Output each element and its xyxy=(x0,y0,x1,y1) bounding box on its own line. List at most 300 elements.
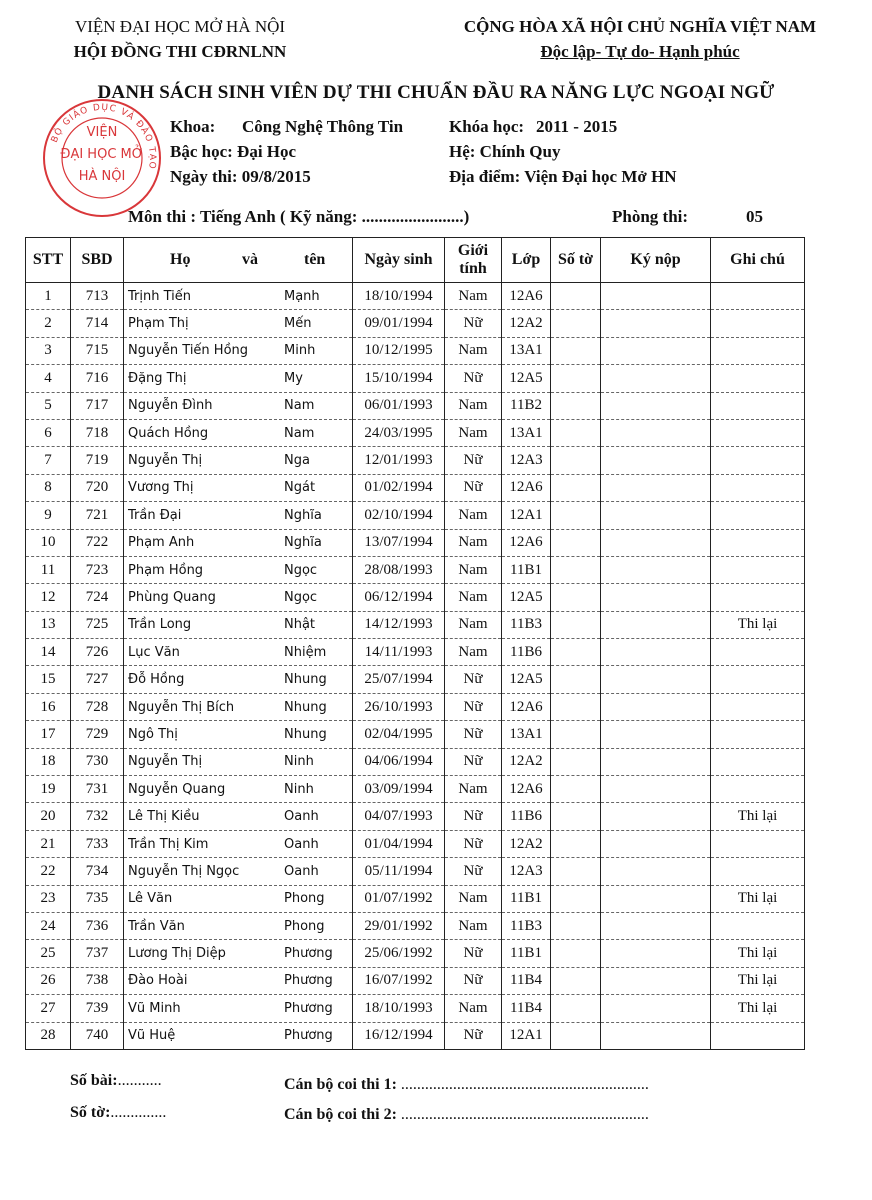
institution-name: VIỆN ĐẠI HỌC MỞ HÀ NỘI xyxy=(74,17,286,36)
row-stt: 5 xyxy=(26,392,71,419)
row-given-name: Nam xyxy=(284,398,315,414)
row-sbd: 725 xyxy=(71,611,124,638)
exam-room-label: Phòng thi: xyxy=(612,207,689,226)
row-class: 12A2 xyxy=(502,748,551,775)
row-signature xyxy=(601,967,711,994)
row-sbd: 735 xyxy=(71,885,124,912)
row-surname: Ngô Thị xyxy=(128,726,178,742)
row-signature xyxy=(601,365,711,392)
row-gender: Nữ xyxy=(445,803,502,830)
row-class: 13A1 xyxy=(502,419,551,446)
row-notes xyxy=(711,502,805,529)
row-notes xyxy=(711,283,805,310)
row-given-name: Nhung xyxy=(284,726,327,742)
row-gender: Nam xyxy=(445,912,502,939)
row-sheets xyxy=(551,419,601,446)
row-class: 13A1 xyxy=(502,337,551,364)
row-birthdate: 14/12/1993 xyxy=(353,611,445,638)
table-row xyxy=(26,556,805,583)
row-birthdate: 01/02/1994 xyxy=(353,474,445,501)
row-sheets xyxy=(551,639,601,666)
row-sbd: 728 xyxy=(71,693,124,720)
motto: Độc lập- Tự do- Hạnh phúc xyxy=(540,42,740,61)
row-sheets xyxy=(551,885,601,912)
stamp-ring-text: BỘ GIÁO DỤC VÀ ĐÀO TẠO xyxy=(49,102,158,171)
stamp-seal-icon xyxy=(40,96,164,220)
row-fullname xyxy=(124,967,353,994)
row-notes: Thi lại xyxy=(711,803,805,830)
col-fullname-ho: Họ xyxy=(170,251,191,268)
row-given-name: Phong xyxy=(284,918,325,934)
row-fullname xyxy=(124,283,353,310)
row-given-name: Nga xyxy=(284,453,310,469)
row-surname: Nguyễn Thị Bích xyxy=(128,699,235,715)
table-row xyxy=(26,967,805,994)
row-signature xyxy=(601,474,711,501)
row-surname: Nguyễn Tiến Hồng xyxy=(128,343,249,359)
proctor-1-label: Cán bộ coi thi 1: xyxy=(284,1076,397,1093)
row-gender: Nữ xyxy=(445,474,502,501)
row-gender: Nam xyxy=(445,885,502,912)
table-row xyxy=(26,748,805,775)
row-sheets xyxy=(551,967,601,994)
row-signature xyxy=(601,556,711,583)
row-stt: 25 xyxy=(26,940,71,967)
row-stt: 22 xyxy=(26,858,71,885)
row-given-name: Phương xyxy=(284,1028,333,1044)
row-sheets xyxy=(551,365,601,392)
row-gender: Nam xyxy=(445,337,502,364)
row-class: 12A6 xyxy=(502,474,551,501)
row-birthdate: 24/03/1995 xyxy=(353,419,445,446)
row-notes xyxy=(711,337,805,364)
row-sbd: 721 xyxy=(71,502,124,529)
row-surname: Trịnh Tiến xyxy=(128,288,191,304)
row-gender: Nữ xyxy=(445,447,502,474)
row-gender: Nam xyxy=(445,611,502,638)
row-fullname xyxy=(124,912,353,939)
row-notes xyxy=(711,529,805,556)
row-notes xyxy=(711,912,805,939)
republic-name: CỘNG HÒA XÃ HỘI CHỦ NGHĨA VIỆT NAM xyxy=(463,17,817,36)
row-signature xyxy=(601,1022,711,1049)
table-row xyxy=(26,419,805,446)
row-given-name: Nam xyxy=(284,425,315,441)
table-row xyxy=(26,693,805,720)
row-fullname xyxy=(124,830,353,857)
row-birthdate: 13/07/1994 xyxy=(353,529,445,556)
row-sbd: 730 xyxy=(71,748,124,775)
row-fullname xyxy=(124,419,353,446)
table-header-row xyxy=(26,238,805,283)
row-stt: 14 xyxy=(26,639,71,666)
row-fullname xyxy=(124,447,353,474)
row-stt: 27 xyxy=(26,995,71,1022)
col-birthdate: Ngày sinh xyxy=(353,238,445,283)
row-surname: Đào Hoài xyxy=(128,973,188,989)
row-sheets xyxy=(551,748,601,775)
row-sheets xyxy=(551,337,601,364)
table-row xyxy=(26,885,805,912)
row-sheets xyxy=(551,310,601,337)
row-birthdate: 10/12/1995 xyxy=(353,337,445,364)
row-stt: 15 xyxy=(26,666,71,693)
row-surname: Lương Thị Diệp xyxy=(128,946,226,962)
row-surname: Phạm Anh xyxy=(128,535,195,551)
row-sbd: 719 xyxy=(71,447,124,474)
row-sheets xyxy=(551,502,601,529)
row-signature xyxy=(601,283,711,310)
row-signature xyxy=(601,721,711,748)
row-sbd: 738 xyxy=(71,967,124,994)
row-class: 11B1 xyxy=(502,940,551,967)
row-sbd: 727 xyxy=(71,666,124,693)
row-fullname xyxy=(124,885,353,912)
row-sheets xyxy=(551,830,601,857)
row-sbd: 733 xyxy=(71,830,124,857)
row-birthdate: 05/11/1994 xyxy=(353,858,445,885)
table-row xyxy=(26,529,805,556)
row-surname: Phùng Quang xyxy=(128,589,216,605)
row-sbd: 740 xyxy=(71,1022,124,1049)
row-notes xyxy=(711,1022,805,1049)
row-notes xyxy=(711,748,805,775)
row-fullname xyxy=(124,748,353,775)
row-stt: 28 xyxy=(26,1022,71,1049)
row-sbd: 714 xyxy=(71,310,124,337)
row-sheets xyxy=(551,283,601,310)
row-notes: Thi lại xyxy=(711,611,805,638)
row-birthdate: 12/01/1993 xyxy=(353,447,445,474)
row-stt: 12 xyxy=(26,584,71,611)
row-sbd: 724 xyxy=(71,584,124,611)
row-surname: Phạm Thị xyxy=(128,316,189,332)
row-class: 12A3 xyxy=(502,447,551,474)
course-years-label: Khóa học: xyxy=(449,117,525,136)
row-sheets xyxy=(551,447,601,474)
row-fullname xyxy=(124,666,353,693)
row-class: 11B2 xyxy=(502,392,551,419)
row-notes xyxy=(711,365,805,392)
row-class: 12A2 xyxy=(502,830,551,857)
col-gender-line2: tính xyxy=(459,260,487,277)
proctor-2 xyxy=(284,1106,649,1124)
row-class: 12A6 xyxy=(502,693,551,720)
proctor-2-dots: .............................................................. xyxy=(400,1106,649,1123)
row-surname: Phạm Hồng xyxy=(128,562,204,578)
row-stt: 8 xyxy=(26,474,71,501)
row-sheets xyxy=(551,912,601,939)
official-stamp xyxy=(40,96,164,220)
row-birthdate: 29/01/1992 xyxy=(353,912,445,939)
row-gender: Nữ xyxy=(445,310,502,337)
row-birthdate: 09/01/1994 xyxy=(353,310,445,337)
row-class: 13A1 xyxy=(502,721,551,748)
row-notes xyxy=(711,776,805,803)
row-given-name: Phương xyxy=(284,1000,333,1016)
row-signature xyxy=(601,392,711,419)
row-sbd: 720 xyxy=(71,474,124,501)
table-row xyxy=(26,940,805,967)
row-sbd: 722 xyxy=(71,529,124,556)
proctor-1 xyxy=(284,1076,649,1094)
row-fullname xyxy=(124,556,353,583)
row-birthdate: 16/07/1992 xyxy=(353,967,445,994)
row-fullname xyxy=(124,940,353,967)
row-class: 11B6 xyxy=(502,803,551,830)
education-level: Bậc học: Đại Học xyxy=(170,142,297,161)
row-gender: Nam xyxy=(445,639,502,666)
row-notes xyxy=(711,693,805,720)
row-given-name: Mạnh xyxy=(284,288,320,304)
sheet-count-dots: .............. xyxy=(110,1104,167,1121)
row-gender: Nam xyxy=(445,556,502,583)
row-class: 12A2 xyxy=(502,310,551,337)
row-gender: Nữ xyxy=(445,1022,502,1049)
row-birthdate: 06/01/1993 xyxy=(353,392,445,419)
row-class: 11B4 xyxy=(502,967,551,994)
row-class: 11B3 xyxy=(502,912,551,939)
row-class: 11B6 xyxy=(502,639,551,666)
table-row xyxy=(26,639,805,666)
row-stt: 18 xyxy=(26,748,71,775)
row-surname: Vũ Huệ xyxy=(128,1028,176,1044)
row-surname: Quách Hồng xyxy=(128,425,209,441)
row-birthdate: 04/07/1993 xyxy=(353,803,445,830)
row-stt: 17 xyxy=(26,721,71,748)
row-class: 11B4 xyxy=(502,995,551,1022)
row-stt: 20 xyxy=(26,803,71,830)
col-fullname-va: và xyxy=(242,251,258,268)
program-type: Hệ: Chính Quy xyxy=(449,142,561,161)
stamp-line2: ĐẠI HỌC MỞ xyxy=(60,147,144,162)
row-gender: Nam xyxy=(445,392,502,419)
row-notes: Thi lại xyxy=(711,995,805,1022)
stamp-line3: HÀ NỘI xyxy=(78,169,126,184)
row-gender: Nữ xyxy=(445,721,502,748)
row-sbd: 737 xyxy=(71,940,124,967)
row-signature xyxy=(601,447,711,474)
row-gender: Nữ xyxy=(445,940,502,967)
exam-council-name: HỘI ĐỒNG THI CĐRNLNN xyxy=(73,42,287,61)
row-birthdate: 15/10/1994 xyxy=(353,365,445,392)
row-given-name: Phong xyxy=(284,891,325,907)
row-class: 12A6 xyxy=(502,529,551,556)
row-stt: 1 xyxy=(26,283,71,310)
row-signature xyxy=(601,748,711,775)
row-stt: 10 xyxy=(26,529,71,556)
row-birthdate: 01/04/1994 xyxy=(353,830,445,857)
row-fullname xyxy=(124,858,353,885)
row-gender: Nữ xyxy=(445,830,502,857)
row-surname: Trần Thị Kim xyxy=(128,836,209,852)
row-signature xyxy=(601,776,711,803)
row-class: 12A5 xyxy=(502,584,551,611)
table-row xyxy=(26,666,805,693)
col-signature: Ký nộp xyxy=(601,238,711,283)
row-given-name: Ninh xyxy=(284,781,314,797)
row-sbd: 736 xyxy=(71,912,124,939)
row-stt: 19 xyxy=(26,776,71,803)
institution-header xyxy=(30,14,330,64)
col-gender xyxy=(445,238,502,283)
row-surname: Lê Thị Kiều xyxy=(128,809,200,825)
row-sheets xyxy=(551,474,601,501)
row-given-name: Ngọc xyxy=(284,589,318,605)
row-gender: Nam xyxy=(445,995,502,1022)
row-stt: 11 xyxy=(26,556,71,583)
proctor-1-dots: .............................................................. xyxy=(400,1076,649,1093)
row-sbd: 716 xyxy=(71,365,124,392)
exam-subject: Môn thi : Tiếng Anh ( Kỹ năng: ........................) xyxy=(128,207,470,226)
row-sheets xyxy=(551,611,601,638)
row-birthdate: 18/10/1994 xyxy=(353,283,445,310)
row-sheets xyxy=(551,556,601,583)
row-birthdate: 06/12/1994 xyxy=(353,584,445,611)
row-sbd: 731 xyxy=(71,776,124,803)
row-fullname xyxy=(124,310,353,337)
row-stt: 13 xyxy=(26,611,71,638)
row-gender: Nam xyxy=(445,584,502,611)
row-birthdate: 25/06/1992 xyxy=(353,940,445,967)
row-stt: 3 xyxy=(26,337,71,364)
row-given-name: Nghĩa xyxy=(284,535,322,551)
row-birthdate: 26/10/1993 xyxy=(353,693,445,720)
exam-room-value: 05 xyxy=(746,207,763,226)
row-signature xyxy=(601,940,711,967)
row-class: 11B1 xyxy=(502,885,551,912)
row-given-name: Nhung xyxy=(284,672,327,688)
row-fullname xyxy=(124,776,353,803)
row-sheets xyxy=(551,529,601,556)
row-stt: 9 xyxy=(26,502,71,529)
row-birthdate: 02/10/1994 xyxy=(353,502,445,529)
faculty-value: Công Nghệ Thông Tin xyxy=(242,117,404,136)
row-fullname xyxy=(124,639,353,666)
row-surname: Trần Đại xyxy=(128,507,182,523)
table-row xyxy=(26,830,805,857)
row-class: 11B1 xyxy=(502,556,551,583)
row-sheets xyxy=(551,858,601,885)
row-gender: Nữ xyxy=(445,365,502,392)
row-notes: Thi lại xyxy=(711,967,805,994)
row-fullname xyxy=(124,803,353,830)
row-given-name: Oanh xyxy=(284,836,319,852)
row-gender: Nam xyxy=(445,776,502,803)
stamp-line1: VIỆN xyxy=(86,125,118,140)
national-motto-header xyxy=(440,14,840,64)
row-sheets xyxy=(551,584,601,611)
row-sbd: 734 xyxy=(71,858,124,885)
row-fullname xyxy=(124,995,353,1022)
row-given-name: Oanh xyxy=(284,809,319,825)
row-signature xyxy=(601,666,711,693)
row-stt: 4 xyxy=(26,365,71,392)
col-fullname-ten: tên xyxy=(304,251,326,268)
row-signature xyxy=(601,337,711,364)
row-birthdate: 28/08/1993 xyxy=(353,556,445,583)
row-surname: Nguyễn Thị xyxy=(128,453,203,469)
row-notes xyxy=(711,858,805,885)
row-birthdate: 25/07/1994 xyxy=(353,666,445,693)
col-stt: STT xyxy=(26,238,71,283)
row-gender: Nữ xyxy=(445,748,502,775)
row-sheets xyxy=(551,803,601,830)
paper-count-label: Số bài: xyxy=(70,1072,118,1089)
table-row xyxy=(26,310,805,337)
table-row xyxy=(26,584,805,611)
row-given-name: Mến xyxy=(284,316,312,332)
row-gender: Nam xyxy=(445,283,502,310)
row-notes xyxy=(711,392,805,419)
table-row xyxy=(26,721,805,748)
row-sheets xyxy=(551,693,601,720)
row-notes xyxy=(711,721,805,748)
row-notes: Thi lại xyxy=(711,940,805,967)
row-surname: Vũ Minh xyxy=(128,1000,181,1016)
table-row xyxy=(26,912,805,939)
row-sbd: 717 xyxy=(71,392,124,419)
row-surname: Nguyễn Quang xyxy=(128,781,226,797)
row-fullname xyxy=(124,611,353,638)
row-surname: Đỗ Hồng xyxy=(128,672,185,688)
row-surname: Lê Văn xyxy=(128,891,173,907)
row-notes xyxy=(711,639,805,666)
row-given-name: Ninh xyxy=(284,754,314,770)
row-fullname xyxy=(124,693,353,720)
row-surname: Trần Văn xyxy=(128,918,185,934)
row-fullname xyxy=(124,337,353,364)
row-signature xyxy=(601,912,711,939)
table-row xyxy=(26,1022,805,1049)
row-notes xyxy=(711,447,805,474)
table-row xyxy=(26,392,805,419)
row-gender: Nữ xyxy=(445,693,502,720)
row-signature xyxy=(601,584,711,611)
row-signature xyxy=(601,529,711,556)
row-stt: 6 xyxy=(26,419,71,446)
row-birthdate: 16/12/1994 xyxy=(353,1022,445,1049)
table-row xyxy=(26,474,805,501)
row-notes xyxy=(711,310,805,337)
row-birthdate: 14/11/1993 xyxy=(353,639,445,666)
row-signature xyxy=(601,639,711,666)
row-given-name: Phương xyxy=(284,973,333,989)
table-row xyxy=(26,283,805,310)
table-row xyxy=(26,776,805,803)
course-years-value: 2011 - 2015 xyxy=(536,117,618,136)
student-list-table xyxy=(25,237,805,1050)
row-fullname xyxy=(124,584,353,611)
row-fullname xyxy=(124,502,353,529)
row-gender: Nữ xyxy=(445,858,502,885)
row-sbd: 726 xyxy=(71,639,124,666)
sheet-count xyxy=(70,1104,166,1122)
row-fullname xyxy=(124,529,353,556)
table-row xyxy=(26,502,805,529)
row-fullname xyxy=(124,474,353,501)
row-given-name: My xyxy=(284,370,303,386)
paper-count-dots: ........... xyxy=(117,1072,162,1089)
row-fullname xyxy=(124,365,353,392)
row-notes xyxy=(711,419,805,446)
row-sbd: 718 xyxy=(71,419,124,446)
row-surname: Lục Văn xyxy=(128,644,180,660)
col-sbd: SBD xyxy=(71,238,124,283)
row-notes: Thi lại xyxy=(711,885,805,912)
table-row xyxy=(26,365,805,392)
row-stt: 16 xyxy=(26,693,71,720)
